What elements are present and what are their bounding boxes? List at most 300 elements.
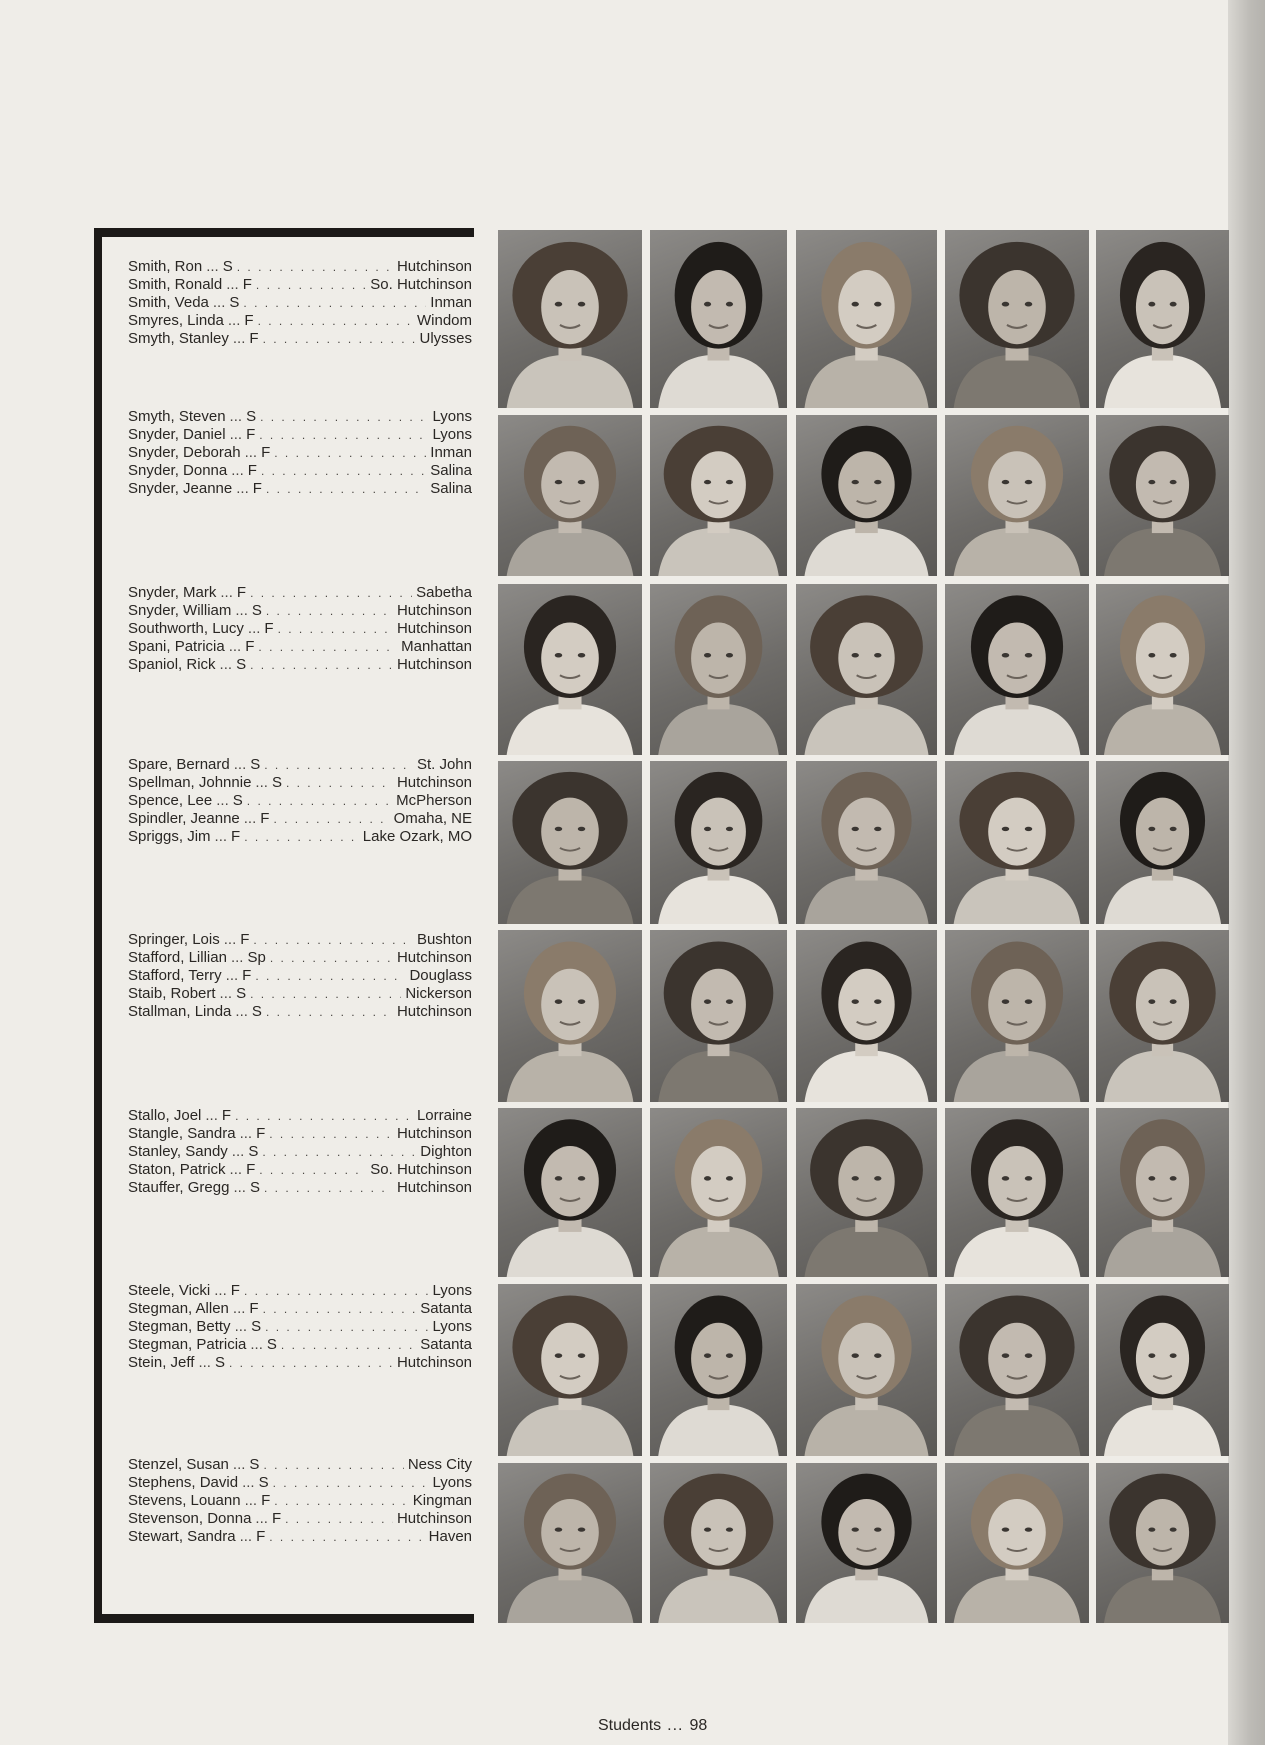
student-hometown: Bushton <box>416 931 472 948</box>
student-hometown: Hutchinson <box>396 258 472 275</box>
portrait-silhouette <box>796 230 937 408</box>
student-class: S <box>236 656 247 673</box>
student-class: F <box>231 828 241 845</box>
student-name: Stangle, Sandra <box>128 1125 236 1142</box>
name-entry <box>128 276 472 294</box>
student-name: Snyder, William <box>128 602 232 619</box>
name-entry <box>128 620 472 638</box>
student-hometown: Sabetha <box>416 584 472 601</box>
student-class: F <box>260 810 270 827</box>
student-class: S <box>249 1456 260 1473</box>
student-class: F <box>256 1528 266 1545</box>
student-hometown: Lorraine <box>416 1107 472 1124</box>
student-hometown: Haven <box>428 1528 472 1545</box>
student-portrait <box>945 761 1089 924</box>
dot-leader <box>255 967 405 985</box>
student-class: F <box>261 1492 271 1509</box>
dot-leader <box>264 756 413 774</box>
dot-leader <box>244 828 359 846</box>
dot-leader <box>266 480 426 498</box>
student-portrait <box>498 230 642 408</box>
portrait-silhouette <box>498 1284 642 1456</box>
separator: ... <box>232 1456 246 1473</box>
student-portrait <box>650 1284 787 1456</box>
name-entry <box>128 1492 472 1510</box>
separator: ... <box>214 1282 227 1299</box>
student-class: S <box>251 1003 262 1020</box>
name-group <box>128 258 472 348</box>
student-name: Smith, Ronald <box>128 276 223 293</box>
dot-leader <box>263 330 416 348</box>
separator: ... <box>219 656 233 673</box>
name-group <box>128 1107 472 1197</box>
separator: ... <box>228 638 242 655</box>
student-name: Stallman, Linda <box>128 1003 232 1020</box>
student-portrait <box>796 930 937 1102</box>
student-hometown: Windom <box>416 312 472 329</box>
student-class: S <box>271 774 282 791</box>
student-class: F <box>246 1161 256 1178</box>
separator: ... <box>235 602 248 619</box>
dot-leader <box>258 638 397 656</box>
student-name: Stegman, Betty <box>128 1318 231 1335</box>
student-portrait <box>498 1463 642 1623</box>
separator: ... <box>214 828 228 845</box>
dot-leader <box>253 931 413 949</box>
dot-leader <box>263 1456 403 1474</box>
portrait-silhouette <box>650 1463 787 1623</box>
name-entry <box>128 756 472 774</box>
student-hometown: Ness City <box>407 1456 472 1473</box>
dot-leader <box>237 258 393 276</box>
dot-leader <box>266 1003 393 1021</box>
name-entry <box>128 602 472 620</box>
student-hometown: Dighton <box>420 1143 472 1160</box>
student-portrait <box>650 1108 787 1277</box>
portrait-silhouette <box>1096 1284 1229 1456</box>
student-hometown: Lyons <box>432 408 472 425</box>
separator: ... <box>233 1179 246 1196</box>
student-hometown: Kingman <box>412 1492 472 1509</box>
portrait-silhouette <box>945 1108 1089 1277</box>
separator: ... <box>239 1528 253 1545</box>
student-name: Springer, Lois <box>128 931 220 948</box>
student-name: Spaniol, Rick <box>128 656 216 673</box>
student-hometown: Inman <box>430 444 472 461</box>
dot-leader <box>269 1125 393 1143</box>
student-name: Smith, Ron <box>128 258 203 275</box>
dot-leader <box>270 949 393 967</box>
student-portrait <box>498 761 642 924</box>
separator: ... <box>216 792 229 809</box>
student-name: Stallo, Joel <box>128 1107 202 1124</box>
separator: ... <box>250 1336 263 1353</box>
name-group <box>128 584 472 674</box>
separator: ... <box>223 931 237 948</box>
student-hometown: Hutchinson <box>396 620 472 637</box>
student-portrait <box>650 930 787 1102</box>
student-portrait <box>796 761 937 924</box>
student-class: S <box>266 1336 277 1353</box>
folio-section: Students <box>598 1717 662 1734</box>
student-hometown: Hutchinson <box>396 1354 472 1371</box>
portrait-silhouette <box>945 230 1089 408</box>
name-entry <box>128 462 472 480</box>
student-hometown: Nickerson <box>405 985 472 1002</box>
student-portrait <box>1096 584 1229 755</box>
portrait-silhouette <box>1096 415 1229 576</box>
portrait-silhouette <box>498 1463 642 1623</box>
dot-leader <box>259 426 428 444</box>
dot-leader <box>256 276 366 294</box>
student-class: S <box>232 792 243 809</box>
student-portrait <box>498 1108 642 1277</box>
student-class: F <box>271 1510 282 1527</box>
dot-leader <box>250 985 401 1003</box>
portrait-silhouette <box>1096 761 1229 924</box>
name-entry <box>128 1528 472 1546</box>
portrait-silhouette <box>796 761 937 924</box>
student-hometown: Hutchinson <box>396 602 472 619</box>
name-entry <box>128 1282 472 1300</box>
name-entry <box>128 1003 472 1021</box>
portrait-silhouette <box>945 1284 1089 1456</box>
separator: ... <box>219 985 233 1002</box>
dot-leader <box>269 1528 424 1546</box>
student-name: Stevens, Louann <box>128 1492 241 1509</box>
student-hometown: Ulysses <box>419 330 472 347</box>
student-class: Sp <box>247 949 266 966</box>
dot-leader <box>243 294 426 312</box>
student-name: Staton, Patrick <box>128 1161 226 1178</box>
student-class: S <box>249 1179 260 1196</box>
separator: ... <box>247 620 261 637</box>
name-entry <box>128 1510 472 1528</box>
dot-leader <box>266 602 393 620</box>
student-class: F <box>242 276 252 293</box>
dot-leader <box>259 1161 366 1179</box>
student-hometown: Hutchinson <box>396 1179 472 1196</box>
name-entry <box>128 408 472 426</box>
student-name: Snyder, Deborah <box>128 444 241 461</box>
name-entry <box>128 426 472 444</box>
name-entry <box>128 985 472 1003</box>
dot-leader <box>265 1318 428 1336</box>
separator: ... <box>229 426 243 443</box>
student-hometown: Satanta <box>420 1336 472 1353</box>
portrait-silhouette <box>498 584 642 755</box>
separator: ... <box>229 408 243 425</box>
student-portrait <box>1096 1108 1229 1277</box>
student-name: Stegman, Patricia <box>128 1336 247 1353</box>
student-hometown: Hutchinson <box>396 1125 472 1142</box>
student-hometown: Lyons <box>432 1318 472 1335</box>
portrait-silhouette <box>796 584 937 755</box>
student-class: S <box>251 1318 262 1335</box>
student-name: Steele, Vicki <box>128 1282 211 1299</box>
student-portrait <box>1096 930 1229 1102</box>
name-entry <box>128 810 472 828</box>
student-name: Stanley, Sandy <box>128 1143 228 1160</box>
student-name: Smyth, Stanley <box>128 330 229 347</box>
student-class: S <box>246 408 257 425</box>
separator: ... <box>243 810 257 827</box>
dot-leader <box>281 1336 416 1354</box>
portrait-silhouette <box>1096 930 1229 1102</box>
name-entry <box>128 444 472 462</box>
student-class: F <box>264 620 274 637</box>
name-entry <box>128 931 472 949</box>
dot-leader <box>274 444 426 462</box>
portrait-silhouette <box>498 1108 642 1277</box>
student-hometown: Hutchinson <box>396 1510 472 1527</box>
student-name: Stein, Jeff <box>128 1354 195 1371</box>
dot-leader <box>247 792 392 810</box>
name-group <box>128 756 472 846</box>
student-class: S <box>248 1143 259 1160</box>
dot-leader <box>273 1474 429 1492</box>
student-portrait <box>498 584 642 755</box>
separator: ... <box>244 1492 258 1509</box>
student-portrait <box>1096 761 1229 924</box>
portrait-silhouette <box>796 930 937 1102</box>
student-name: Southworth, Lucy <box>128 620 244 637</box>
dot-leader <box>264 1179 393 1197</box>
portrait-silhouette <box>945 415 1089 576</box>
name-entry <box>128 584 472 602</box>
separator: ... <box>234 1318 248 1335</box>
portrait-silhouette <box>1096 1108 1229 1277</box>
student-class: F <box>252 480 262 497</box>
student-name: Stafford, Lillian <box>128 949 227 966</box>
student-name: Snyder, Mark <box>128 584 217 601</box>
student-portrait <box>796 1108 937 1277</box>
name-group <box>128 931 472 1021</box>
student-hometown: So. Hutchinson <box>370 1161 472 1178</box>
student-hometown: Lyons <box>432 426 472 443</box>
name-entry <box>128 312 472 330</box>
student-name: Spare, Bernard <box>128 756 230 773</box>
separator: ... <box>227 312 241 329</box>
student-class: S <box>258 1474 269 1491</box>
separator: ... <box>255 1510 268 1527</box>
name-entry <box>128 1318 472 1336</box>
separator: ... <box>225 967 239 984</box>
student-name: Stegman, Allen <box>128 1300 229 1317</box>
separator: ... <box>229 1161 243 1178</box>
student-class: F <box>240 931 250 948</box>
name-entry <box>128 294 472 312</box>
separator: ... <box>244 444 258 461</box>
student-class: F <box>249 1300 259 1317</box>
dot-leader <box>285 1510 393 1528</box>
student-class: F <box>246 426 256 443</box>
name-entry <box>128 258 472 276</box>
portrait-silhouette <box>498 415 642 576</box>
separator: ... <box>220 584 233 601</box>
dot-leader <box>286 774 393 792</box>
portrait-silhouette <box>796 1463 937 1623</box>
student-portrait <box>1096 230 1229 408</box>
student-class: F <box>221 1107 232 1124</box>
student-portrait <box>650 584 787 755</box>
portrait-silhouette <box>1096 230 1229 408</box>
portrait-silhouette <box>498 930 642 1102</box>
student-hometown: St. John <box>416 756 472 773</box>
student-portrait <box>796 230 937 408</box>
student-hometown: Omaha, NE <box>393 810 472 827</box>
student-class: F <box>236 584 247 601</box>
student-portrait <box>498 1284 642 1456</box>
student-portrait <box>498 930 642 1102</box>
dot-leader <box>258 312 413 330</box>
dot-leader <box>244 1282 429 1300</box>
student-portrait <box>498 415 642 576</box>
separator: ... <box>232 330 246 347</box>
name-entry <box>128 1107 472 1125</box>
name-entry <box>128 1336 472 1354</box>
portrait-silhouette <box>650 1108 787 1277</box>
folio-page-number: 98 <box>689 1717 708 1734</box>
dot-leader <box>229 1354 393 1372</box>
name-entry <box>128 1161 472 1179</box>
separator: ... <box>255 774 268 791</box>
separator: ... <box>198 1354 211 1371</box>
student-hometown: Lyons <box>432 1474 472 1491</box>
student-class: F <box>242 967 252 984</box>
name-entry <box>128 774 472 792</box>
student-portrait <box>796 584 937 755</box>
student-hometown: Lake Ozark, MO <box>362 828 472 845</box>
name-entry <box>128 480 472 498</box>
portrait-silhouette <box>650 584 787 755</box>
student-name: Smith, Veda <box>128 294 209 311</box>
student-class: F <box>230 1282 240 1299</box>
student-name: Snyder, Daniel <box>128 426 226 443</box>
student-hometown: Douglass <box>409 967 472 984</box>
separator: ... <box>242 1474 255 1491</box>
student-hometown: Manhattan <box>401 638 472 655</box>
dot-leader <box>235 1107 413 1125</box>
student-class: S <box>222 258 233 275</box>
student-portrait <box>945 1108 1089 1277</box>
folio-separator: ... <box>667 1717 684 1734</box>
student-name: Staib, Robert <box>128 985 216 1002</box>
student-class: S <box>251 602 262 619</box>
dot-leader <box>278 620 393 638</box>
name-entry <box>128 1143 472 1161</box>
separator: ... <box>205 1107 218 1124</box>
portrait-silhouette <box>650 930 787 1102</box>
dot-leader <box>274 1492 409 1510</box>
portrait-silhouette <box>650 415 787 576</box>
student-class: S <box>229 294 240 311</box>
student-class: F <box>247 462 257 479</box>
portrait-silhouette <box>1096 584 1229 755</box>
student-hometown: Salina <box>430 480 472 497</box>
name-entry <box>128 1125 472 1143</box>
portrait-silhouette <box>1096 1463 1229 1623</box>
portrait-silhouette <box>498 761 642 924</box>
dot-leader <box>263 1300 417 1318</box>
student-name: Stenzel, Susan <box>128 1456 229 1473</box>
student-name: Spani, Patricia <box>128 638 225 655</box>
name-group <box>128 408 472 498</box>
separator: ... <box>235 1003 248 1020</box>
separator: ... <box>206 258 219 275</box>
name-entry <box>128 1474 472 1492</box>
dot-leader <box>250 584 412 602</box>
student-class: S <box>236 985 247 1002</box>
name-entry <box>128 638 472 656</box>
student-portrait <box>1096 415 1229 576</box>
name-group <box>128 1456 472 1546</box>
student-portrait <box>1096 1284 1229 1456</box>
portrait-silhouette <box>498 230 642 408</box>
student-hometown: Salina <box>430 462 472 479</box>
student-class: F <box>245 638 255 655</box>
name-entry <box>128 1456 472 1474</box>
separator: ... <box>212 294 226 311</box>
portrait-silhouette <box>650 1284 787 1456</box>
student-class: S <box>214 1354 225 1371</box>
student-hometown: Hutchinson <box>396 656 472 673</box>
student-name: Stewart, Sandra <box>128 1528 236 1545</box>
student-portrait <box>796 415 937 576</box>
student-portrait <box>650 230 787 408</box>
student-name: Smyth, Steven <box>128 408 226 425</box>
student-class: F <box>256 1125 266 1142</box>
separator: ... <box>231 462 244 479</box>
student-hometown: Hutchinson <box>396 774 472 791</box>
student-portrait <box>650 415 787 576</box>
name-group <box>128 1282 472 1372</box>
student-name: Stauffer, Gregg <box>128 1179 230 1196</box>
portrait-silhouette <box>945 930 1089 1102</box>
student-portrait <box>1096 1463 1229 1623</box>
student-hometown: So. Hutchinson <box>370 276 472 293</box>
student-portrait <box>650 761 787 924</box>
dot-leader <box>250 656 393 674</box>
student-name: Stephens, David <box>128 1474 239 1491</box>
student-name: Spriggs, Jim <box>128 828 211 845</box>
student-hometown: Satanta <box>420 1300 472 1317</box>
student-class: F <box>261 444 271 461</box>
separator: ... <box>232 1300 246 1317</box>
student-hometown: Hutchinson <box>396 1003 472 1020</box>
name-entry <box>128 949 472 967</box>
student-portrait <box>945 930 1089 1102</box>
separator: ... <box>233 756 247 773</box>
student-portrait <box>650 1463 787 1623</box>
separator: ... <box>230 949 244 966</box>
student-name: Spindler, Jeanne <box>128 810 240 827</box>
student-hometown: Inman <box>430 294 472 311</box>
dot-leader <box>261 462 426 480</box>
name-entry <box>128 656 472 674</box>
separator: ... <box>226 276 239 293</box>
dot-leader <box>273 810 389 828</box>
name-entry <box>128 1354 472 1372</box>
student-portrait <box>945 1463 1089 1623</box>
student-name: Stevenson, Donna <box>128 1510 252 1527</box>
student-name: Spence, Lee <box>128 792 213 809</box>
name-entry <box>128 330 472 348</box>
portrait-silhouette <box>796 1284 937 1456</box>
student-class: S <box>250 756 261 773</box>
portrait-silhouette <box>796 415 937 576</box>
portrait-silhouette <box>945 761 1089 924</box>
